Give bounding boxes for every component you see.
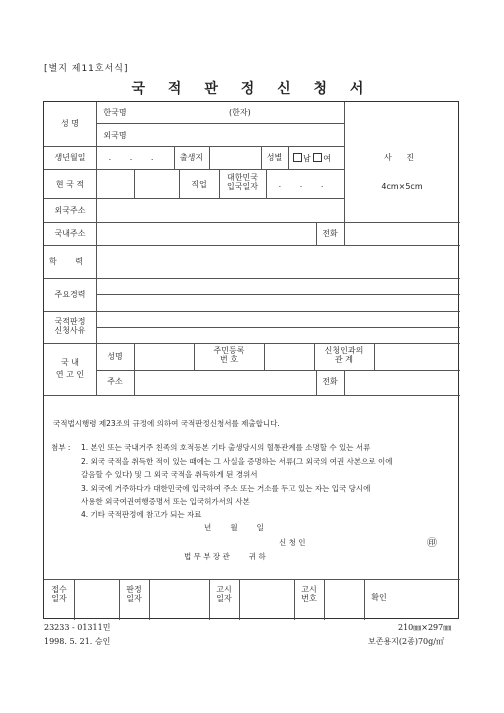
contact-phone-label: 전화 [322,377,338,386]
hanja-label: (한자) [229,108,251,117]
form-number: [별지 제11호서식] [44,64,129,74]
birthplace-label: 출생지 [179,153,204,162]
attachment-item-2b: 갈음할 수 있다) 및 그 외국 국적을 취득하게 된 경위서 [81,470,258,479]
attachments-label: 첨부 : [51,443,71,452]
relation-label: 신청인과의 관 계 [324,346,364,365]
entry-date-label: 대한민국 입국일자 [227,173,258,192]
approval-date: 1998. 5. 21. 승인 [44,637,111,646]
photo-label: 사 진 [384,153,420,162]
korean-name-label: 한국명 [103,108,127,117]
attachment-item-4: 4. 기타 국적판정에 참고가 되는 자료 [81,510,202,519]
female-checkbox[interactable] [313,153,322,162]
contact-address-label: 주소 [107,377,123,386]
name-label: 성 명 [61,119,79,128]
notice-number-label: 고시 번호 [301,585,317,604]
domestic-address-label: 국내주소 [54,229,86,238]
photo-size: 4cm×5cm [381,182,423,191]
occupation-label: 직업 [191,180,207,189]
seal-mark: ㊞ [427,538,437,549]
foreign-name-label: 외국명 [103,131,127,140]
decision-date-label: 판정 일자 [126,585,142,604]
notice-date-label: 고시 일자 [216,585,232,604]
birth-date-label: 생년월일 [54,153,86,162]
contact-label: 국 내 연 고 인 [55,358,85,379]
entry-date-value: . . . [278,180,332,189]
attachment-item-2a: 2. 외국 국적을 취득한 적이 있는 때에는 그 사실을 증명하는 서류(그 외국의 여권 사본으로 이에 [81,457,393,466]
addressee: 법 무 부 장 관 귀 하 [184,552,266,561]
confirm-label: 확인 [371,593,387,602]
female-label: 여 [323,154,332,163]
attachment-item-3a: 3. 외국에 거주하다가 대한민국에 입국하여 주소 또는 거소를 두고 있는 자는 입국 당시에 [81,484,371,493]
sign-date: 년 월 일 [204,523,264,532]
paper-spec: 보존용지(2종)70g/㎡ [368,637,444,646]
male-checkbox[interactable] [293,153,302,162]
birth-date-value: . . . [108,153,162,162]
applicant-label: 신 청 인 [279,538,306,547]
male-label: 남 [303,154,311,163]
contact-name-label: 성명 [107,352,123,361]
form-code: 23233 - 01311민 [44,623,111,632]
statement: 국적법시행령 제23조의 규정에 의하여 국적판정신청서를 제출합니다. [53,419,280,428]
paper-size: 210㎜×297㎜ [398,623,452,632]
foreign-address-label: 외국주소 [54,206,86,215]
resident-no-label: 주민등록 번 호 [213,346,245,365]
current-nationality-label: 현 국 적 [55,180,85,189]
receipt-date-label: 접수 일자 [51,585,67,604]
sex-label: 성별 [266,153,283,162]
attachment-item-1: 1. 본인 또는 국내거주 친족의 호적등본 기타 출생당시의 혈통관계를 소명할 수 있는 서류 [81,443,371,452]
page-title: 국 적 판 정 신 청 서 [131,81,373,97]
application-form [43,101,459,619]
education-label: 학 력 [49,257,91,266]
attachment-item-3b: 사용한 외국여권여행증명서 또는 입국허가서의 사본 [81,497,250,506]
phone-label: 전화 [322,229,338,238]
sex-options[interactable] [293,153,331,163]
career-label: 주요경력 [54,290,86,299]
reason-label: 국적판정 신청사유 [54,317,86,336]
